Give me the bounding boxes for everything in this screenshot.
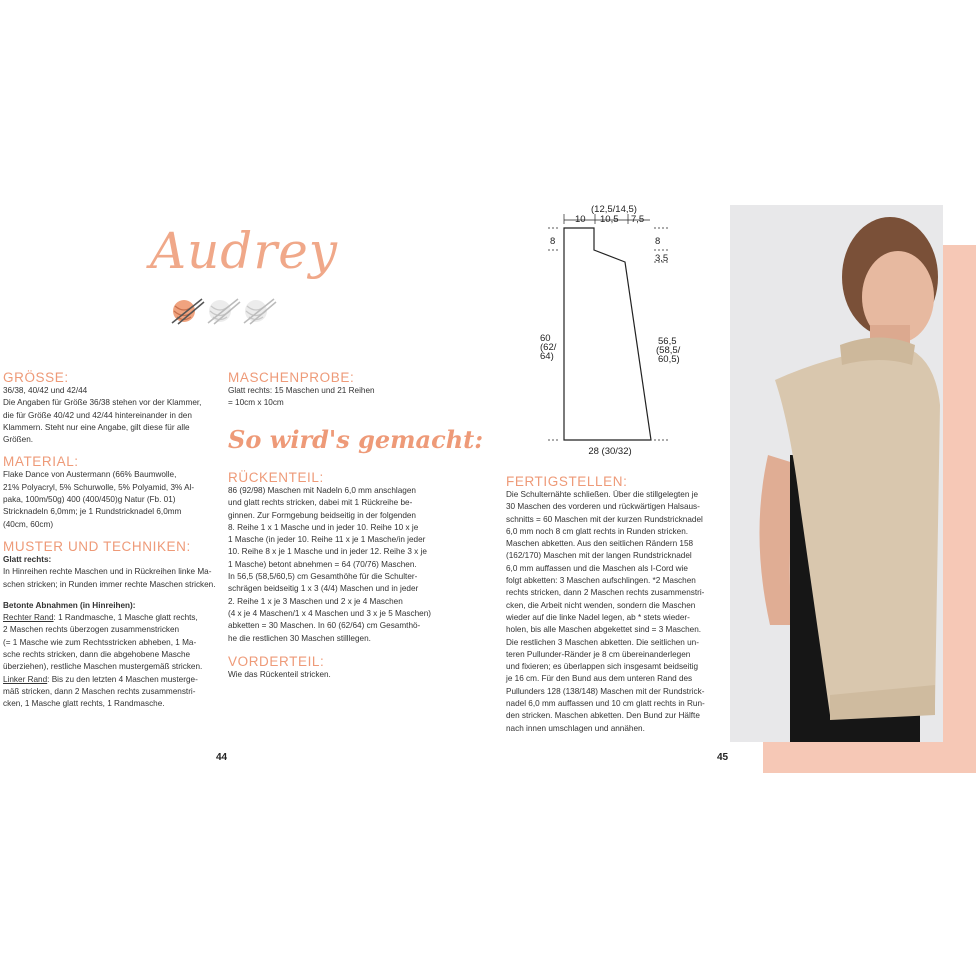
middle-column-top bbox=[228, 370, 440, 410]
text-line: 6,0 mm auffassen und die Maschen als I-Cord wie bbox=[506, 563, 688, 573]
text-line: schrägen beidseitig 1 x 3 (4/4) Maschen und in jeder bbox=[228, 584, 419, 594]
rueckenteil-text bbox=[228, 485, 440, 645]
dim-bottom: 28 (30/32) bbox=[588, 446, 632, 457]
text-line: 6,0 mm noch 8 cm glatt rechts in Runden stricken. bbox=[506, 526, 689, 536]
betonte-label: Betonte Abnahmen (in Hinreihen): bbox=[3, 600, 136, 610]
maschenprobe-text bbox=[228, 385, 440, 410]
text-line: Stricknadeln 6,0mm; je 1 Rundstricknadel 6,0mm bbox=[3, 507, 182, 517]
yarn-ball-icon-empty bbox=[208, 299, 240, 324]
dim-right-h1: 56,5 bbox=[658, 336, 677, 347]
text-line: : Bis zu den letzten 4 Maschen musterge- bbox=[47, 674, 198, 684]
fertigstellen-heading: FERTIGSTELLEN: bbox=[506, 474, 628, 489]
text-line: holen, bis alle Maschen abgekettet sind = 3 Maschen. bbox=[506, 625, 702, 635]
text-line: überziehen), restliche Maschen mustergemäß stricken. bbox=[3, 662, 203, 672]
text-line: den stricken. Maschen abketten. Den Bund zur Hälfte bbox=[506, 711, 700, 721]
left-column bbox=[3, 370, 217, 711]
text-line: 10. Reihe 8 x je 1 Masche und in jeder 12. Reihe 3 x je bbox=[228, 547, 427, 557]
text-line: Pullunders 128 (138/148) Maschen mit der Rundstrick- bbox=[506, 686, 705, 696]
right-column bbox=[506, 474, 720, 735]
dim-w-left: 10 bbox=[575, 214, 586, 225]
text-line: ginnen. Zur Formgebung beidseitig in der folgenden bbox=[228, 510, 416, 520]
text-line: teren Pullunder-Ränder je 8 cm übereinanderlegen bbox=[506, 649, 691, 659]
text-line: 2. Reihe 1 x je 3 Maschen und 2 x je 4 Maschen bbox=[228, 596, 403, 606]
muster-text bbox=[3, 554, 217, 711]
text-line: Wie das Rückenteil stricken. bbox=[228, 669, 331, 679]
page-number-right: 45 bbox=[717, 752, 729, 763]
text-line: 8. Reihe 1 x 1 Masche und in jeder 10. Reihe 10 x je bbox=[228, 522, 419, 532]
groesse-text bbox=[3, 385, 217, 446]
text-line: In 56,5 (58,5/60,5) cm Gesamthöhe für die Schulter- bbox=[228, 572, 418, 582]
text-line: und glatt rechts stricken, dabei mit 1 Rückreihe be- bbox=[228, 498, 413, 508]
text-line: nach innen umschlagen und annähen. bbox=[506, 723, 645, 733]
text-line: Größen. bbox=[3, 435, 34, 445]
dim-right-top: 8 bbox=[655, 236, 661, 247]
text-line: schen stricken; in Runden immer rechte Maschen stricken. bbox=[3, 579, 216, 589]
pattern-schematic bbox=[530, 198, 700, 460]
yarn-ball-icon-filled bbox=[172, 299, 204, 324]
text-line: = 10cm x 10cm bbox=[228, 398, 284, 408]
text-line: sche rechts stricken, dann die abgehobene Masche bbox=[3, 650, 191, 660]
text-line: wieder auf die linke Nadel legen, ab * stets wieder- bbox=[506, 612, 690, 622]
material-text bbox=[3, 469, 217, 530]
dim-w-mid: 10,5 bbox=[600, 214, 619, 225]
rechter-rand-label: Rechter Rand bbox=[3, 613, 54, 623]
text-line: 21% Polyacryl, 5% Schurwolle, 5% Polyamid, 3% Al- bbox=[3, 482, 195, 492]
text-line: : 1 Randmasche, 1 Masche glatt rechts, bbox=[53, 613, 198, 623]
model-photo bbox=[730, 205, 943, 742]
text-line: cken, die Arbeit nicht wenden, sondern die Maschen bbox=[506, 600, 696, 610]
text-line: je 16 cm. Für den Bund aus dem unteren Rand des bbox=[506, 674, 693, 684]
vorderteil-text bbox=[228, 669, 440, 681]
vorderteil-heading: VORDERTEIL: bbox=[228, 653, 325, 669]
dim-w-right: 7,5 bbox=[631, 214, 645, 225]
difficulty-rating bbox=[168, 296, 278, 326]
dim-left-top: 8 bbox=[550, 236, 556, 247]
middle-column-bottom bbox=[228, 470, 440, 681]
text-line: (40cm, 60cm) bbox=[3, 519, 54, 529]
dim-right-h2: (58,5/ bbox=[656, 345, 681, 356]
text-line: cken, 1 Masche glatt rechts, 1 Randmasche. bbox=[3, 699, 165, 709]
text-line: Maschen abketten. Aus den seitlichen Rändern 158 bbox=[506, 539, 694, 549]
garment-outline bbox=[564, 228, 651, 440]
text-line: paka, 100m/50g) 400 (400/450)g Natur (Fb. 01) bbox=[3, 495, 176, 505]
text-line: Flake Dance von Austermann (66% Baumwolle, bbox=[3, 470, 177, 480]
fertigstellen-text bbox=[506, 489, 720, 735]
linker-rand-label: Linker Rand bbox=[3, 674, 48, 684]
text-line: 30 Maschen des vorderen und rückwärtigen Halsaus- bbox=[506, 502, 700, 512]
text-line: und fixieren; es überlappen sich insgesamt beidseitig bbox=[506, 662, 699, 672]
text-line: Klammern. Steht nur eine Angabe, gilt diese für alle bbox=[3, 422, 190, 432]
so-wirds-gemacht-heading: So wird's gemacht: bbox=[228, 425, 484, 454]
dim-left-h2: (62/ bbox=[540, 342, 557, 353]
text-line: Die Angaben für Größe 36/38 stehen vor der Klammer, bbox=[3, 398, 202, 408]
maschenprobe-heading: MASCHENPROBE: bbox=[228, 370, 355, 385]
model-illustration bbox=[730, 205, 943, 742]
glatt-label: Glatt rechts: bbox=[3, 554, 52, 564]
muster-heading: MUSTER UND TECHNIKEN: bbox=[3, 538, 191, 554]
text-line: Glatt rechts: 15 Maschen und 21 Reihen bbox=[228, 386, 375, 395]
text-line: 1 Masche) betont abnehmen = 64 (70/76) Maschen. bbox=[228, 559, 417, 569]
dim-left-h1: 60 bbox=[540, 333, 551, 344]
page-number-left: 44 bbox=[216, 752, 228, 763]
text-line: folgt abketten: 3 Maschen aufschlingen. *2 Maschen bbox=[506, 576, 696, 586]
dim-top-label: (12,5/14,5) bbox=[591, 204, 637, 215]
text-line: (4 x je 4 Maschen/1 x 4 Maschen und 3 x je 5 Maschen) bbox=[228, 608, 431, 618]
text-line: 2 Maschen rechts überzogen zusammenstricken bbox=[3, 625, 180, 635]
text-line: In Hinreihen rechte Maschen und in Rückreihen linke Ma- bbox=[3, 567, 212, 577]
text-line: 1 Masche (in jeder 10. Reihe 11 x je 1 Masche/in jeder bbox=[228, 535, 426, 545]
groesse-heading: GRÖSSE: bbox=[3, 370, 69, 385]
text-line: Die Schulternähte schließen. Über die stillgelegten je bbox=[506, 490, 699, 499]
text-line: die für Größe 40/42 und 42/44 hintereinander in den bbox=[3, 410, 192, 420]
dim-right-h3: 60,5) bbox=[658, 354, 680, 365]
text-line: schnitts = 60 Maschen mit der kurzen Rundstricknadel bbox=[506, 514, 703, 524]
dim-right-shoulder: 3,5 bbox=[655, 253, 669, 264]
yarn-ball-icon-empty bbox=[244, 299, 276, 324]
text-line: 36/38, 40/42 und 42/44 bbox=[3, 386, 88, 395]
pattern-title: Audrey bbox=[150, 222, 339, 280]
text-line: (162/170) Maschen mit der langen Rundstricknadel bbox=[506, 551, 692, 561]
text-line: mäß stricken, dann 2 Maschen rechts zusammenstri- bbox=[3, 686, 196, 696]
dim-left-h3: 64) bbox=[540, 351, 554, 362]
text-line: 86 (92/98) Maschen mit Nadeln 6,0 mm anschlagen bbox=[228, 486, 416, 495]
text-line: Die restlichen 3 Maschen abketten. Die seitlichen un- bbox=[506, 637, 699, 647]
text-line: (= 1 Masche wie zum Rechtsstricken abheben, 1 Ma- bbox=[3, 637, 197, 647]
text-line: he die restlichen 30 Maschen stilllegen. bbox=[228, 633, 371, 643]
text-line: abketten = 30 Maschen. In 60 (62/64) cm Gesamthö- bbox=[228, 621, 421, 631]
material-heading: MATERIAL: bbox=[3, 454, 79, 470]
text-line: nadel 6,0 mm auffassen und 10 cm glatt rechts in Run- bbox=[506, 699, 705, 709]
text-line: rechts stricken, dann 2 Maschen rechts zusammenstri- bbox=[506, 588, 705, 598]
rueckenteil-heading: RÜCKENTEIL: bbox=[228, 470, 324, 485]
